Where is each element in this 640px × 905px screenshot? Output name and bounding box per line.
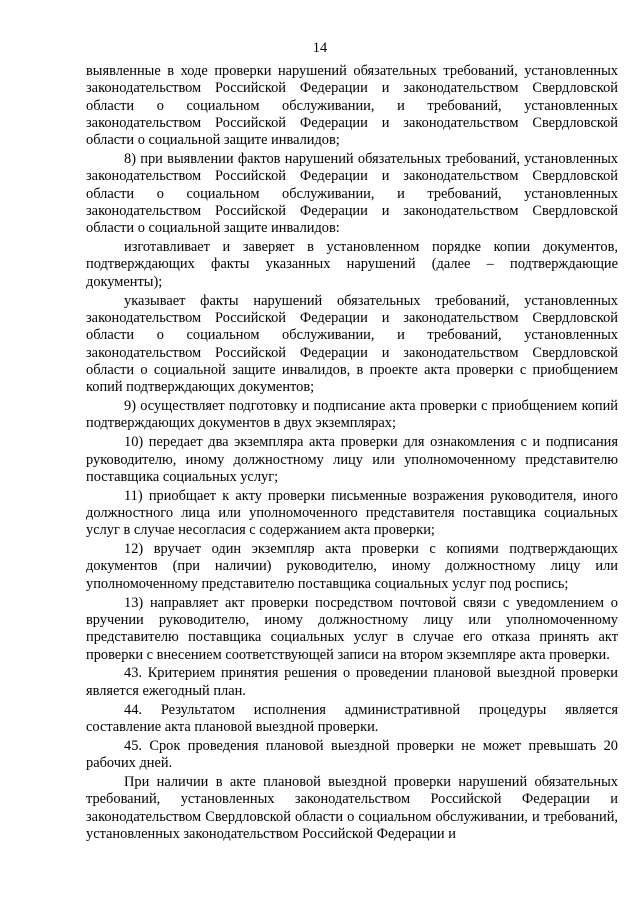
paragraph: При наличии в акте плановой выездной проверки нарушений обязательных требований, установленных законодательством Российской Федерации и законодательством Свердловской области о социальном обслуживании, и требований, установленных законодательством Российской Федерации и: [86, 774, 618, 842]
paragraph: 13) направляет акт проверки посредством почтовой связи с уведомлением о вручении руководителю, иному должностному лицу или уполномоченному представителю поставщика социальных услуг в случае его отказа принять акт проверки с внесением соответствующей записи на втором экземпляре акта проверки.: [86, 594, 618, 663]
paragraph: 10) передает два экземпляра акта проверки для ознакомления с и подписания руководителю, иному должностному лицу или уполномоченному представителю поставщика социальных услуг;: [86, 434, 618, 485]
paragraph: 8) при выявлении фактов нарушений обязательных требований, установленных законодательством Российской Федерации и законодательством Свердловской области о социальном обслуживании, и требований, установленных законодательством Российской Федерации и законодательством Свердловской области о социальной защите инвалидов:: [86, 151, 618, 237]
paragraph: 11) приобщает к акту проверки письменные возражения руководителя, иного должностного лица или уполномоченного представителя поставщика социальных услуг в случае несогласия с содержанием акта проверки;: [86, 487, 618, 539]
page-number: 14: [312, 40, 328, 56]
paragraph: изготавливает и заверяет в установленном порядке копии документов, подтверждающих факты указанных нарушений (далее – подтверждающие документы);: [86, 239, 618, 290]
paragraph: указывает факты нарушений обязательных требований, установленных законодательством Российской Федерации и законодательством Свердловской области о социальном обслуживании, и требований, установленных законодательством Российской Федерации и законодательством Свердловской области о социальной защите инвалидов, в проекте акта проверки с приобщением копий подтверждающих документов;: [86, 292, 618, 396]
paragraph: 45. Срок проведения плановой выездной проверки не может превышать 20 рабочих дней.: [86, 737, 618, 772]
paragraph: 44. Результатом исполнения административной процедуры является составление акта плановой выездной проверки.: [86, 701, 618, 735]
paragraph: 12) вручает один экземпляр акта проверки с копиями подтверждающих документов (при наличии) руководителю, иному должностному лицу или уполномоченному представителю поставщика социальных услуг под роспись;: [86, 541, 618, 592]
paragraph: 9) осуществляет подготовку и подписание акта проверки с приобщением копий подтверждающих документов в двух экземплярах;: [86, 398, 618, 432]
document-body: [86, 63, 618, 845]
paragraph: выявленные в ходе проверки нарушений обязательных требований, установленных законодательством Российской Федерации и законодательством Свердловской области о социальном обслуживании, и требований, установленных законодательством Российской Федерации и законодательством Свердловской области о социальной защите инвалидов;: [86, 63, 618, 149]
paragraph: 43. Критерием принятия решения о проведении плановой выездной проверки является ежегодный план.: [86, 665, 618, 699]
